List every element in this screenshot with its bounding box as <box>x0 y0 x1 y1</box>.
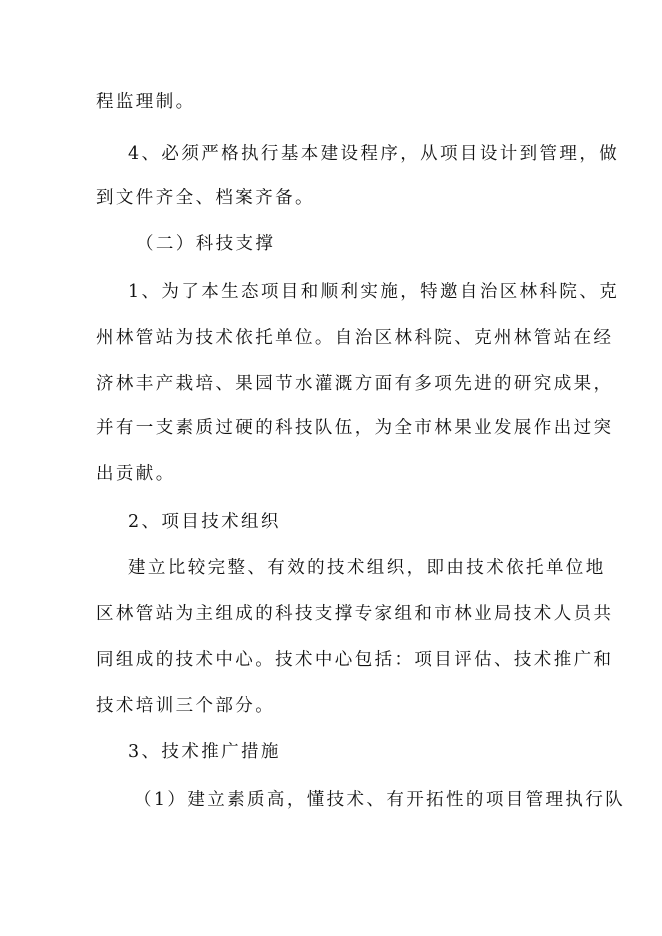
text-line: 出贡献。 <box>96 464 176 484</box>
subsection-heading: 3、技术推广措施 <box>128 742 281 762</box>
subsection-heading: 2、项目技术组织 <box>128 512 281 532</box>
text-line: 程监理制。 <box>96 92 196 112</box>
text-line: 同组成的技术中心。技术中心包括：项目评估、技术推广和 <box>96 650 614 670</box>
text-line: 济林丰产栽培、果园节水灌溉方面有多项先进的研究成果， <box>96 374 614 394</box>
text-line: 建立比较完整、有效的技术组织，即由技术依托单位地 <box>128 558 606 578</box>
text-line: 州林管站为技术依托单位。自治区林科院、克州林管站在经 <box>96 328 614 348</box>
text-line: 并有一支素质过硬的科技队伍，为全市林果业发展作出过突 <box>96 418 614 438</box>
text-line: 技术培训三个部分。 <box>96 696 276 716</box>
text-line: 1、为了本生态项目和顺利实施，特邀自治区林科院、克 <box>128 282 620 302</box>
section-heading: （二）科技支撑 <box>136 234 276 254</box>
text-line: 区林管站为主组成的科技支撑专家组和市林业局技术人员共 <box>96 604 614 624</box>
text-line: 到文件齐全、档案齐备。 <box>96 188 315 208</box>
text-line: （1）建立素质高，懂技术、有开拓性的项目管理执行队 <box>134 790 626 810</box>
text-line: 4、必须严格执行基本建设程序，从项目设计到管理，做 <box>128 144 620 164</box>
